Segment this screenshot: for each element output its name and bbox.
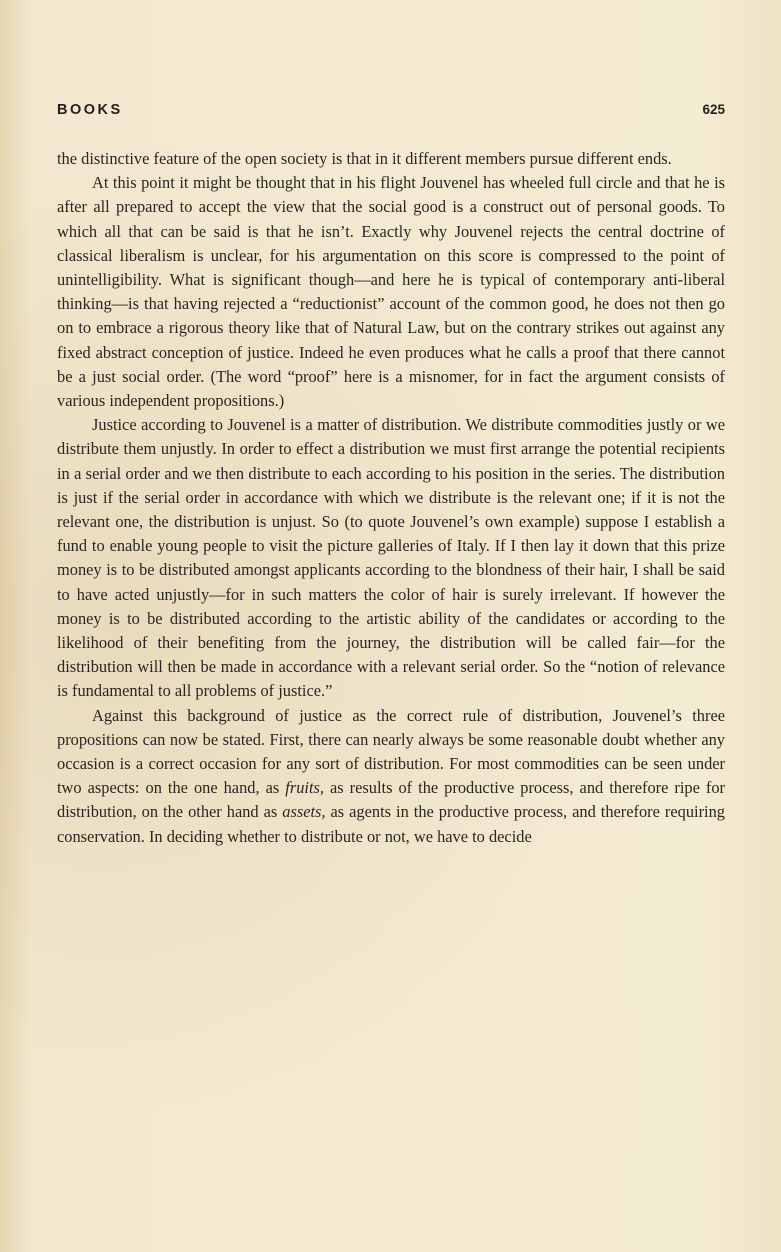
paragraph-justice-distribution: Justice according to Jouvenel is a matter of distribution. We distribute commodities justly or we distribute them unjustly. In order to effect a distribution we must first arrange the potential recipients in a serial order and we then distribute to each according to his position in the series. The distribution is just if the serial order in accordance with which we distribute is the relevant one; if it is not the relevant one, the distribution is unjust. So (to quote Jouvenel’s own example) suppose I establish a fund to enable young people to visit the picture galleries of Italy. If I then lay it down that this prize money is to be distributed amongst applicants according to the blondness of their hair, I shall be said to have acted unjustly—for in such matters the color of hair is surely irrelevant. If however the money is to be distributed according to the artistic ability of the candidates or according to the likelihood of their benefiting from the journey, the distribution will be called fair—for the distribution will then be made in accordance with a relevant serial order. So the “notion of relevance is fundamental to all problems of justice.” (57, 415, 725, 701)
text-segment: as results of the productive process, and therefore ripe for distribution, on the other hand as (57, 778, 725, 822)
running-head: BOOKS (57, 102, 123, 118)
paragraph-three-propositions (57, 704, 725, 849)
italic-assets: assets, (282, 802, 326, 822)
page-number: 625 (702, 102, 725, 117)
text-segment: Against this background of justice as the correct rule of distribution, Jouvenel’s three propositions can now be stated. First, there can nearly always be some reasonable doubt whether any occasion is a correct occasion for any sort of distribution. For most commodities can be seen under two aspects: on the one hand, as (57, 705, 725, 798)
text-segment: as agents in the productive process, and therefore requiring conservation. In deciding whether to distribute or not, we have to decide (57, 802, 725, 846)
body-text (57, 147, 725, 849)
page-header (57, 102, 725, 128)
book-page (57, 102, 725, 849)
italic-fruits: fruits, (285, 778, 324, 798)
paragraph-continued: the distinctive feature of the open society is that in it different members pursue different ends. (57, 149, 672, 168)
paragraph-jouvenel-flight: At this point it might be thought that in his flight Jouvenel has wheeled full circle and that he is after all prepared to accept the view that the social good is a construct out of personal goods. To which all that can be said is that he isn’t. Exactly why Jouvenel rejects the central doctrine of classical liberalism is unclear, for his argumentation on this score is compressed to the point of unintelligibility. What is significant though—and here he is typical of contemporary anti-liberal thinking—is that having rejected a “reductionist” account of the common good, he does not then go on to embrace a rigorous theory like that of Natural Law, but on the contrary strikes out against any fixed abstract conception of justice. Indeed he even produces what he calls a proof that there cannot be a just social order. (The word “proof” here is a misnomer, for in fact the argument consists of various independent propositions.) (57, 173, 725, 411)
